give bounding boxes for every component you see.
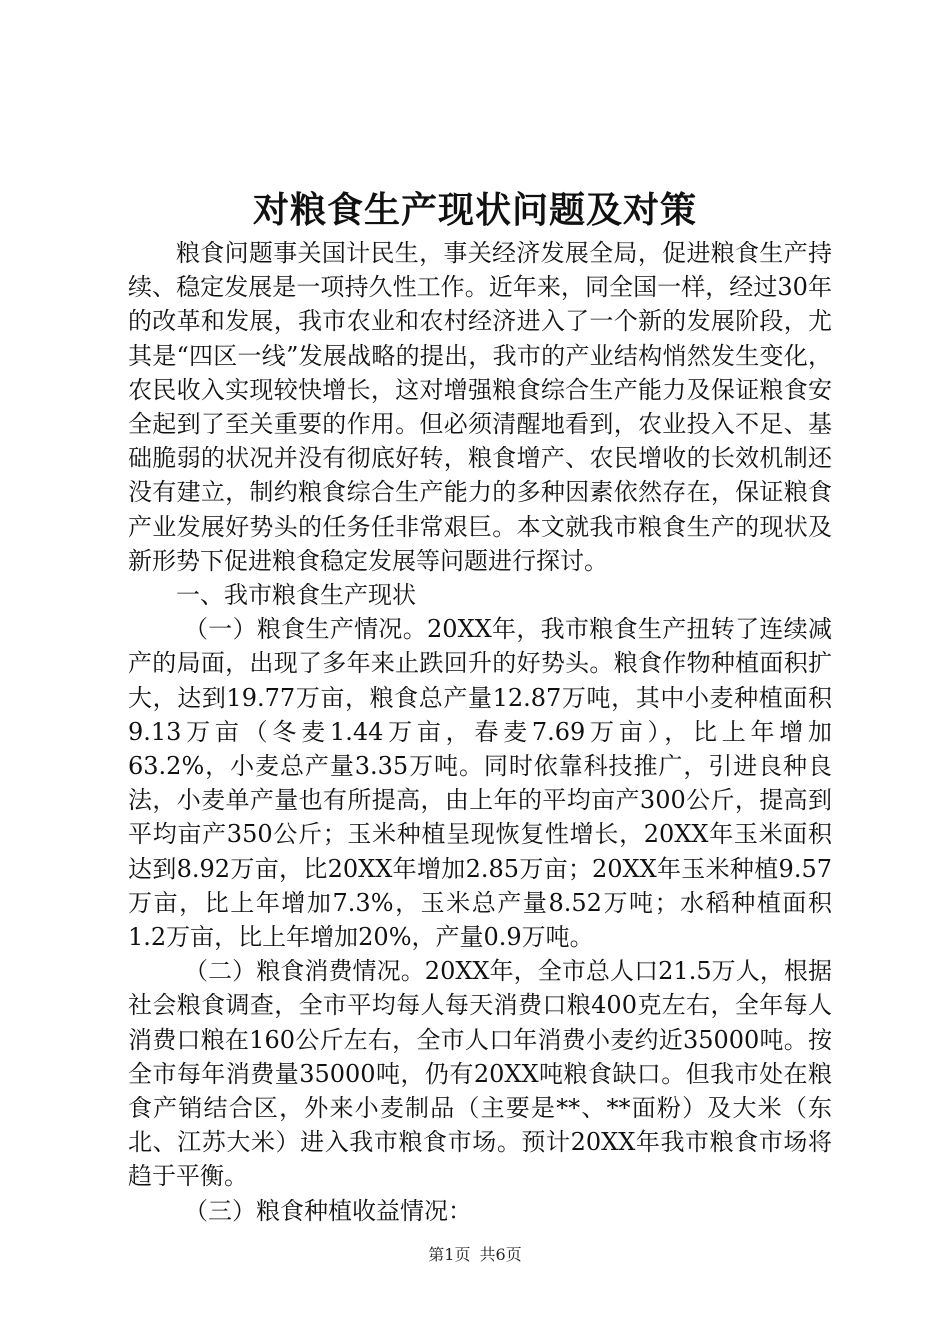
document-title: 对粮食生产现状问题及对策 xyxy=(252,189,697,231)
page-total: 共6页 xyxy=(479,1245,522,1264)
consumption-paragraph: （二）粮食消费情况。20XX年，全市总人口21.5万人，根据社会粮食调查，全市平均每人每天消费口粮400克左右，全年每人消费口粮在160公斤左右，全市人口年消费小麦约近35000吨。按全市每年消费量35000吨，仍有20XX吨粮食缺口。但我市处在粮食产销结合区，外来小麦制品（主要是**、**面粉）及大米（东北、江苏大米）进入我市粮食市场。预计20XX年我市粮食市场将趋于平衡。 xyxy=(128,957,832,1191)
production-paragraph: （一）粮食生产情况。20XX年，我市粮食生产扭转了连续减产的局面，出现了多年来止跌回升的好势头。粮食作物种植面积扩大，达到19.77万亩，粮食总产量12.87万吨，其中小麦种植面积9.13万亩（冬麦1.44万亩，春麦7.69万亩），比上年增加63.2%，小麦总产量3.35万吨。同时依靠科技推广，引进良种良法，小麦单产量也有所提高，由上年的平均亩产300公斤，提高到平均亩产350公斤；玉米种植呈现恢复性增长，20XX年玉米面积达到8.92万亩，比20XX年增加2.85万亩；20XX年玉米种植9.57万亩，比上年增加7.3%，玉米总产量8.52万吨；水稻种植面积1.2万亩，比上年增加20%，产量0.9万吨。 xyxy=(128,615,832,952)
page-footer xyxy=(0,1245,950,1265)
section-heading: 一、我市粮食生产现状 xyxy=(176,581,416,610)
income-paragraph: （三）粮食种植收益情况： xyxy=(184,1196,472,1225)
document-body xyxy=(128,236,832,1228)
intro-paragraph: 粮食问题事关国计民生，事关经济发展全局，促进粮食生产持续、稳定发展是一项持久性工作。近年来，同全国一样，经过30年的改革和发展，我市农业和农村经济进入了一个新的发展阶段，尤其是“四区一线”发展战略的提出，我市的产业结构悄然发生变化，农民收入实现较快增长，这对增强粮食综合生产能力及保证粮食安全起到了至关重要的作用。但必须清醒地看到，农业投入不足、基础脆弱的状况并没有彻底好转，粮食增产、农民增收的长效机制还没有建立，制约粮食综合生产能力的多种因素依然存在，保证粮食产业发展好势头的任务任非常艰巨。本文就我市粮食生产的现状及新形势下促进粮食稳定发展等问题进行探讨。 xyxy=(128,239,832,575)
page-number: 第1页 xyxy=(428,1245,471,1264)
